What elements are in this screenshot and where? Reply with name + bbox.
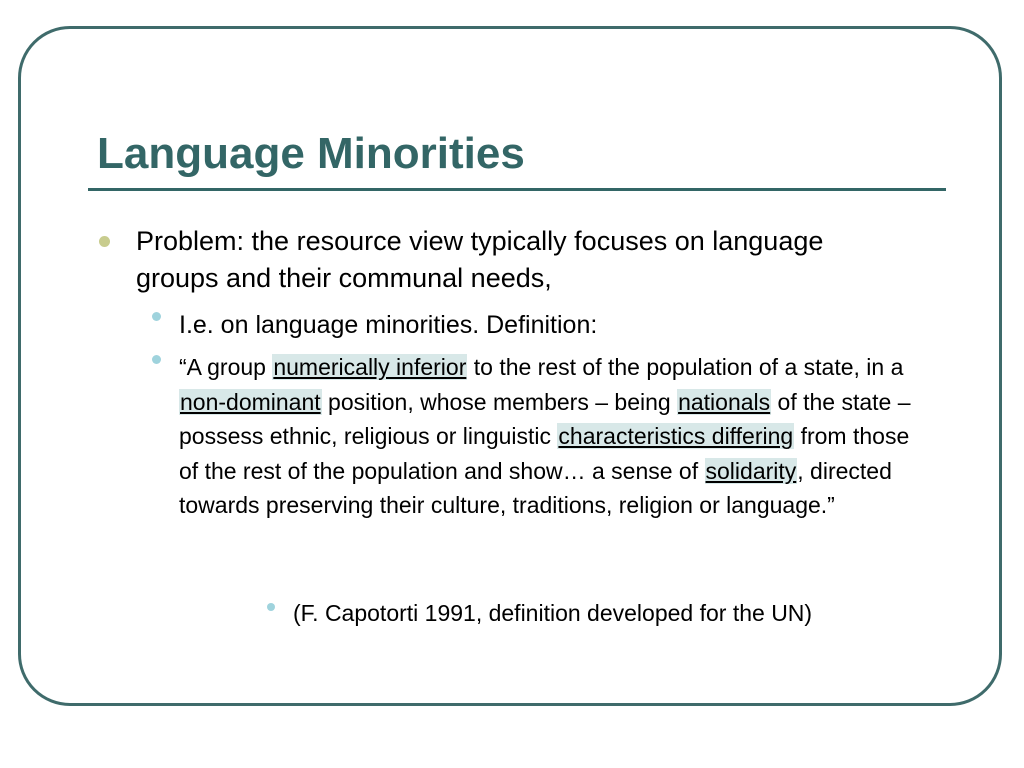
bullet-definition-quote <box>179 350 931 523</box>
quote-text: , directed towards preserving their culture, traditions, religion or language.” <box>179 457 892 518</box>
quote-text: from those of the rest of the population and show… a sense of <box>179 423 910 484</box>
bullet-problem: Problem: the resource view typically focuses on language groups and their communal needs, <box>136 226 824 293</box>
bullet-dot-icon <box>267 603 275 611</box>
quote-text: to the rest of the population of a state, in a <box>467 354 904 380</box>
highlighted-term: characteristics differing <box>558 423 794 449</box>
bullet-dot-icon <box>99 236 110 247</box>
highlighted-term: numerically inferior <box>273 354 467 380</box>
highlighted-term: solidarity <box>705 457 797 484</box>
bullet-definition-intro: I.e. on language minorities. Definition: <box>179 311 598 339</box>
quote-text: of the state – possess ethnic, religious or linguistic <box>179 388 911 449</box>
highlighted-term: nationals <box>678 388 771 415</box>
quote-text: “A group <box>179 354 273 380</box>
bullet-citation: (F. Capotorti 1991, definition developed for the UN) <box>293 600 813 626</box>
bullet-dot-icon <box>152 355 161 364</box>
highlighted-term: non-dominant <box>180 388 321 415</box>
quote-text: position, whose members – being <box>321 388 678 415</box>
slide-title: Language Minorities <box>97 129 525 178</box>
bullet-dot-icon <box>152 312 161 321</box>
